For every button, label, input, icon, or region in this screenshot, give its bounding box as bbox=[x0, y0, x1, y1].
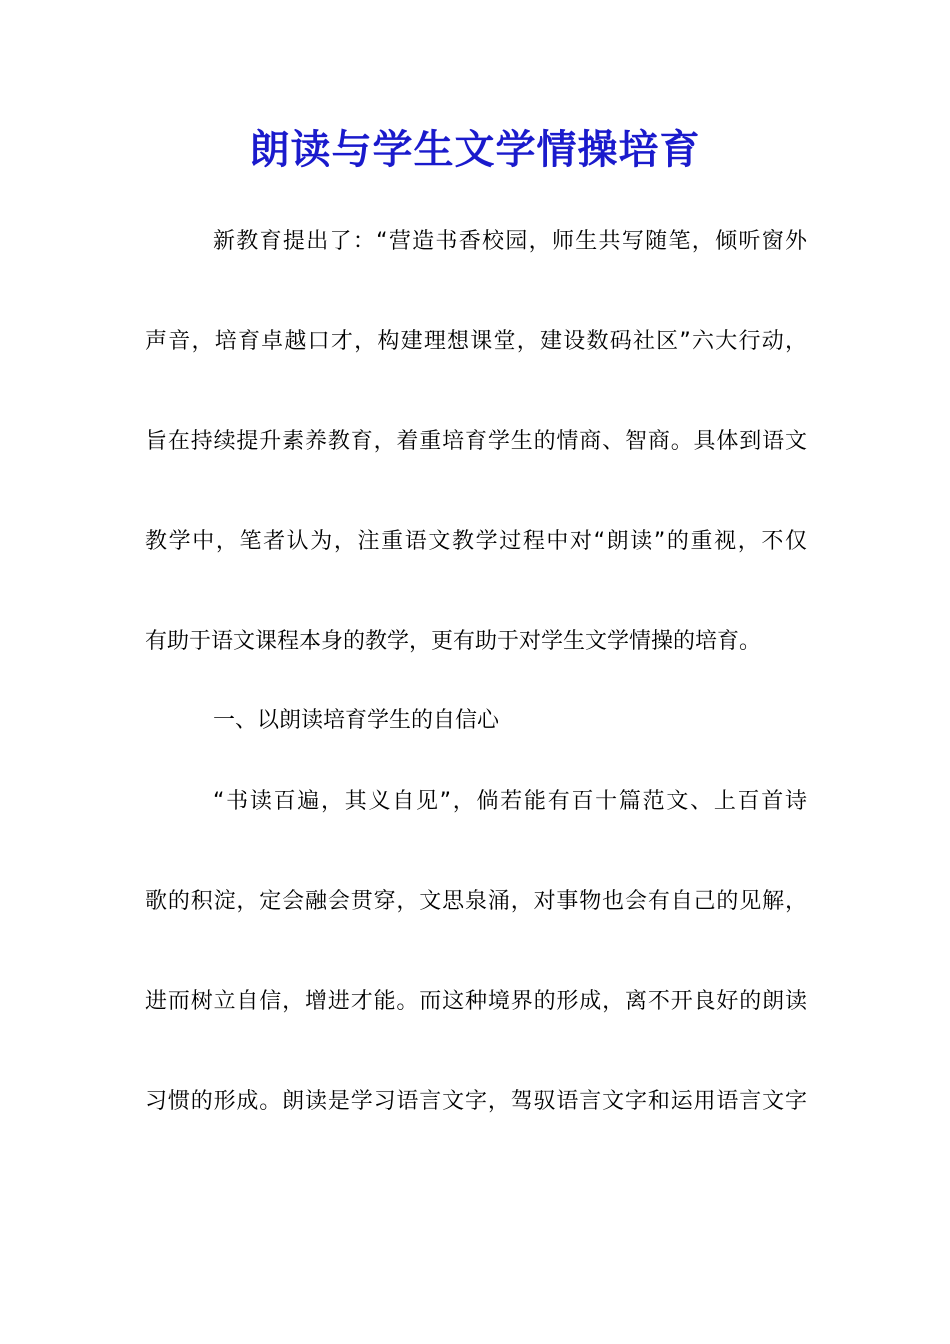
paragraph-1-line-1: 新教育提出了：“营造书香校园，师生共写随笔，倾听窗外 bbox=[213, 229, 807, 254]
document-title: 朗读与学生文学情操培育 bbox=[249, 126, 701, 173]
paragraph-1-line-5: 有助于语文课程本身的教学，更有助于对学生文学情操的培育。 bbox=[145, 629, 762, 654]
paragraph-2-line-3: 进而树立自信，增进才能。而这种境界的形成，离不开良好的朗读 bbox=[145, 989, 807, 1014]
section-heading-1: 一、以朗读培育学生的自信心 bbox=[213, 708, 500, 733]
paragraph-1-line-3: 旨在持续提升素养教育，着重培育学生的情商、智商。具体到语文 bbox=[145, 429, 807, 454]
paragraph-2-line-2: 歌的积淀，定会融会贯穿，文思泉涌，对事物也会有自己的见解， bbox=[145, 889, 807, 914]
paragraph-1-line-2: 声音，培育卓越口才，构建理想课堂，建设数码社区”六大行动， bbox=[145, 329, 807, 354]
paragraph-2-line-1: “书读百遍，其义自见”，倘若能有百十篇范文、上百首诗 bbox=[213, 789, 807, 814]
paragraph-1-line-4: 教学中，笔者认为，注重语文教学过程中对“朗读”的重视，不仅 bbox=[145, 529, 807, 554]
paragraph-2-line-4: 习惯的形成。朗读是学习语言文字，驾驭语言文字和运用语言文字 bbox=[145, 1089, 807, 1114]
